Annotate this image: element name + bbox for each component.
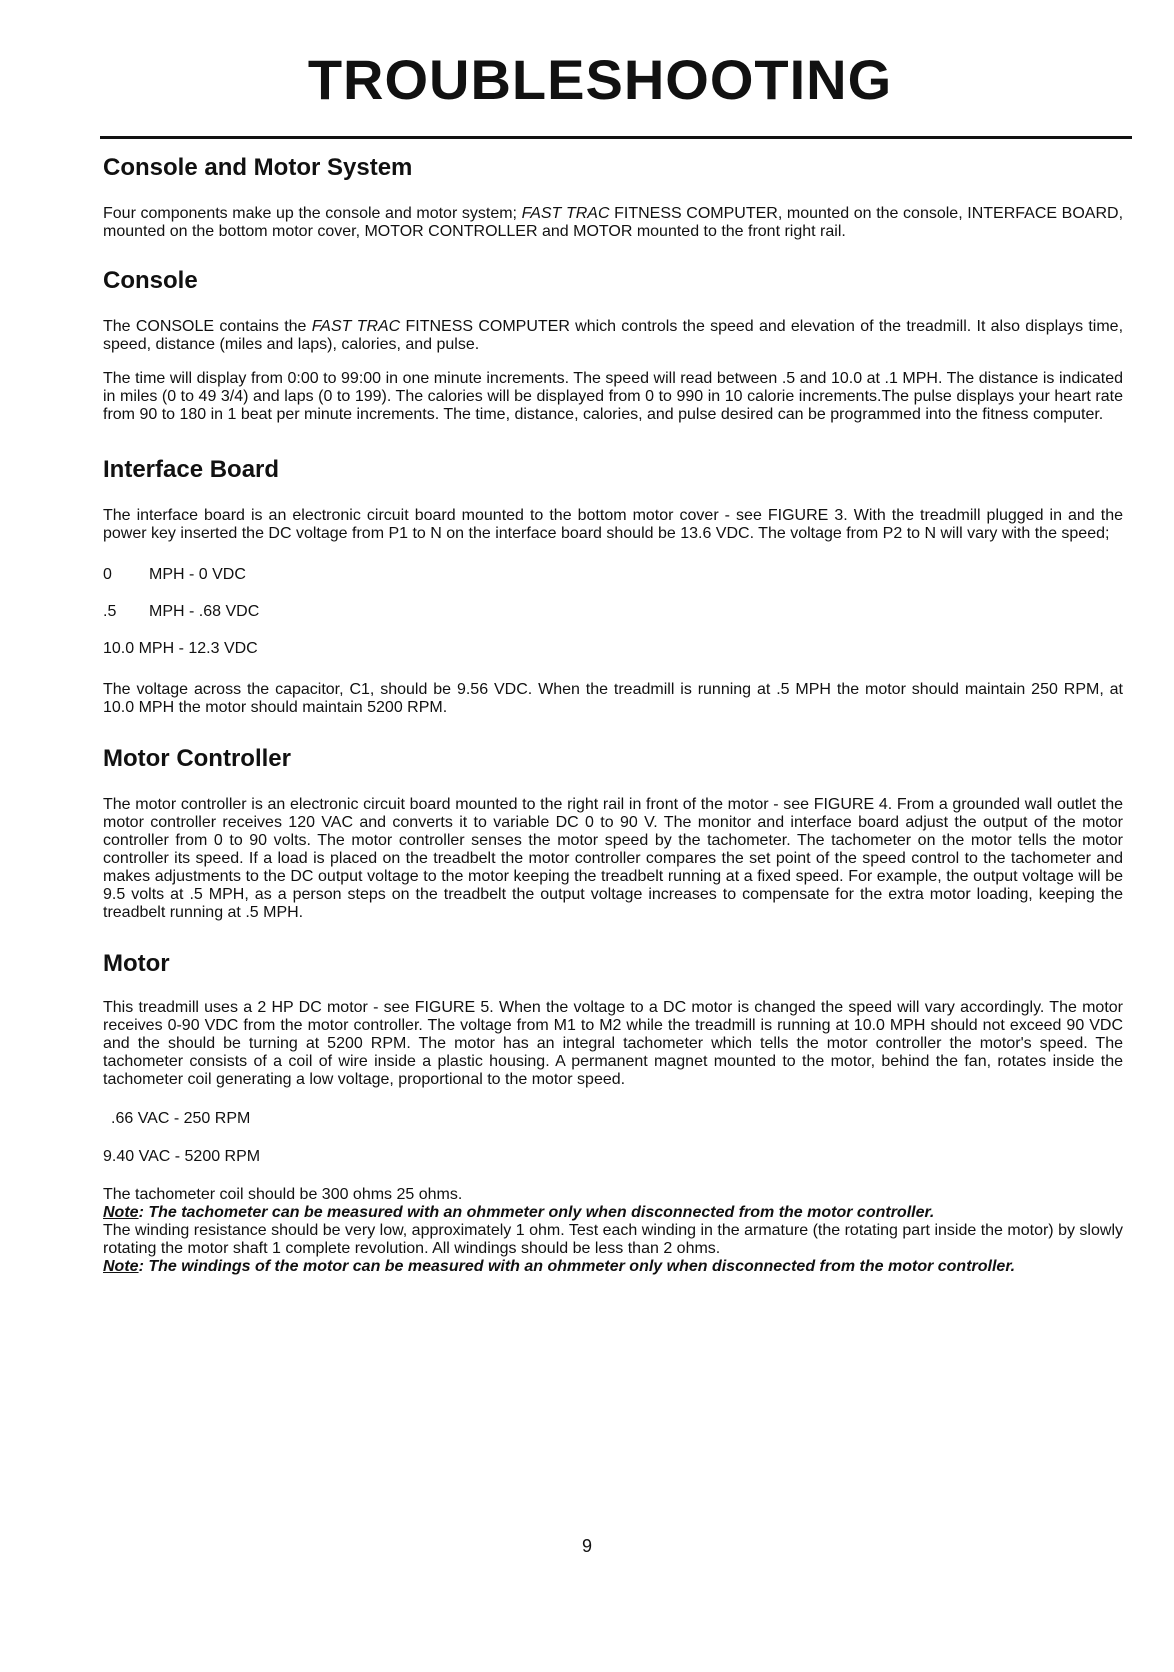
- section-paragraph: The motor controller is an electronic circuit board mounted to the right rail in front of the motor - see FIGURE 4. From a grounded wall outlet the motor controller receives 120 VAC and converts it to variable DC 0 to 90 V. The monitor and interface board adjust the output of the motor controller from 0 to 90 volts. The motor controller senses the motor speed by the tachometer. The tachometer on the motor tells the motor controller its speed. If a load is placed on the treadbelt the motor controller compares the set point of the speed control to the tachometer and makes adjustments to the DC output voltage to the motor keeping the treadbelt running at a fixed speed. For example, the output voltage will be 9.5 volts at .5 MPH, as a person steps on the treadbelt the output voltage increases to compensate for the extra motor loading, keeping the treadbelt running at .5 MPH.: [103, 795, 1123, 922]
- section-paragraph: The interface board is an electronic circuit board mounted to the bottom motor cover - see FIGURE 3. With the treadmill plugged in and the power key inserted the DC voltage from P1 to N on the interface board should be 13.6 VDC. The voltage from P2 to N will vary with the speed;: [103, 506, 1123, 543]
- italic-brand: FAST TRAC: [311, 317, 401, 335]
- page-number: 9: [581, 1536, 592, 1556]
- text-run: FITNESS COMPUTER, mounted on the console, INTERFACE BOARD, mounted on the bottom motor cover, MOTOR CONTROLLER and MOTOR mounted to the front right rail.: [103, 204, 1124, 240]
- italic-brand: FAST TRAC: [521, 204, 610, 222]
- text-run: The CONSOLE contains the: [103, 317, 312, 335]
- section-motor-controller: [103, 745, 1123, 922]
- spec-value: 10.0 MPH - 12.3 VDC: [103, 640, 258, 658]
- voltage-spec-line: [103, 602, 1123, 621]
- page-content: [103, 150, 1123, 1276]
- section-paragraph: The time will display from 0:00 to 99:00 in one minute increments. The speed will read between .5 and 10.0 at .1 MPH. The distance is indicated in miles (0 to 49 3/4) and laps (0 to 199). The calories will be displayed from 0 to 990 in 10 calorie increments.The pulse displays your heart rate from 90 to 180 in 1 beat per minute increments. The time, distance, calories, and pulse desired can be programmed into the fitness computer.: [103, 369, 1123, 424]
- note: [103, 1204, 934, 1221]
- section-heading: Console and Motor System: [103, 154, 413, 181]
- note-label: Note: [103, 1203, 139, 1221]
- spec-speed: 0: [103, 566, 112, 584]
- section-paragraph: [103, 1186, 1123, 1276]
- text-run: Four components make up the console and motor system;: [103, 204, 522, 222]
- voltage-spec-line: [103, 565, 1123, 584]
- spec-value: MPH - .68 VDC: [149, 603, 260, 621]
- section-heading: Motor Controller: [103, 744, 291, 772]
- tachometer-spec: The tachometer coil should be 300 ohms 25 ohms.: [103, 1185, 463, 1203]
- rpm-spec-line: .66 VAC - 250 RPM: [111, 1110, 251, 1128]
- title-underline: [100, 136, 1132, 139]
- section-paragraph: [103, 205, 1123, 241]
- note: [103, 1258, 1015, 1275]
- section-paragraph: This treadmill uses a 2 HP DC motor - see FIGURE 5. When the voltage to a DC motor is changed the speed will vary accordingly. The motor receives 0-90 VDC from the motor controller. The voltage from M1 to M2 while the treadmill is running at 10.0 MPH should not exceed 90 VDC and the should be turning at 5200 RPM. The motor has an integral tachometer which tells the motor controller the motor's speed. The tachometer consists of a coil of wire inside a plastic housing. A permanent magnet mounted to the motor, behind the fan, rotates inside the tachometer coil generating a low voltage, proportional to the motor speed.: [103, 998, 1123, 1089]
- note-text: : The tachometer can be measured with an ohmmeter only when disconnected from the motor controller.: [138, 1203, 935, 1221]
- text-run: FITNESS COMPUTER which controls the speed and elevation of the treadmill. It also displays time, speed, distance (miles and laps), calories, and pulse.: [103, 317, 1124, 353]
- note-text: : The windings of the motor can be measured with an ohmmeter only when disconnected from the motor controller.: [138, 1258, 1016, 1276]
- winding-resistance-text: The winding resistance should be very low, approximately 1 ohm. Test each winding in the armature (the rotating part inside the motor) by slowly rotating the motor shaft 1 complete revolution. All windings should be less than 2 ohms.: [103, 1221, 1123, 1257]
- voltage-spec-line: [103, 639, 1123, 658]
- section-console: [103, 267, 1123, 424]
- section-interface-board: [103, 456, 1123, 717]
- section-console-motor-system: [103, 154, 1123, 241]
- section-heading: Console: [103, 266, 198, 294]
- page-title: TROUBLESHOOTING: [307, 48, 893, 111]
- spec-value: MPH - 0 VDC: [149, 566, 246, 584]
- spec-speed: .5: [103, 603, 117, 621]
- note-label: Note: [103, 1258, 139, 1276]
- section-motor: [103, 950, 1123, 1276]
- section-heading: Interface Board: [103, 456, 280, 484]
- section-paragraph: [103, 318, 1123, 354]
- section-paragraph: The voltage across the capacitor, C1, should be 9.56 VDC. When the treadmill is running at .5 MPH the motor should maintain 250 RPM, at 10.0 MPH the motor should maintain 5200 RPM.: [103, 680, 1123, 716]
- rpm-spec-line: 9.40 VAC - 5200 RPM: [103, 1147, 261, 1165]
- section-heading: Motor: [103, 950, 170, 978]
